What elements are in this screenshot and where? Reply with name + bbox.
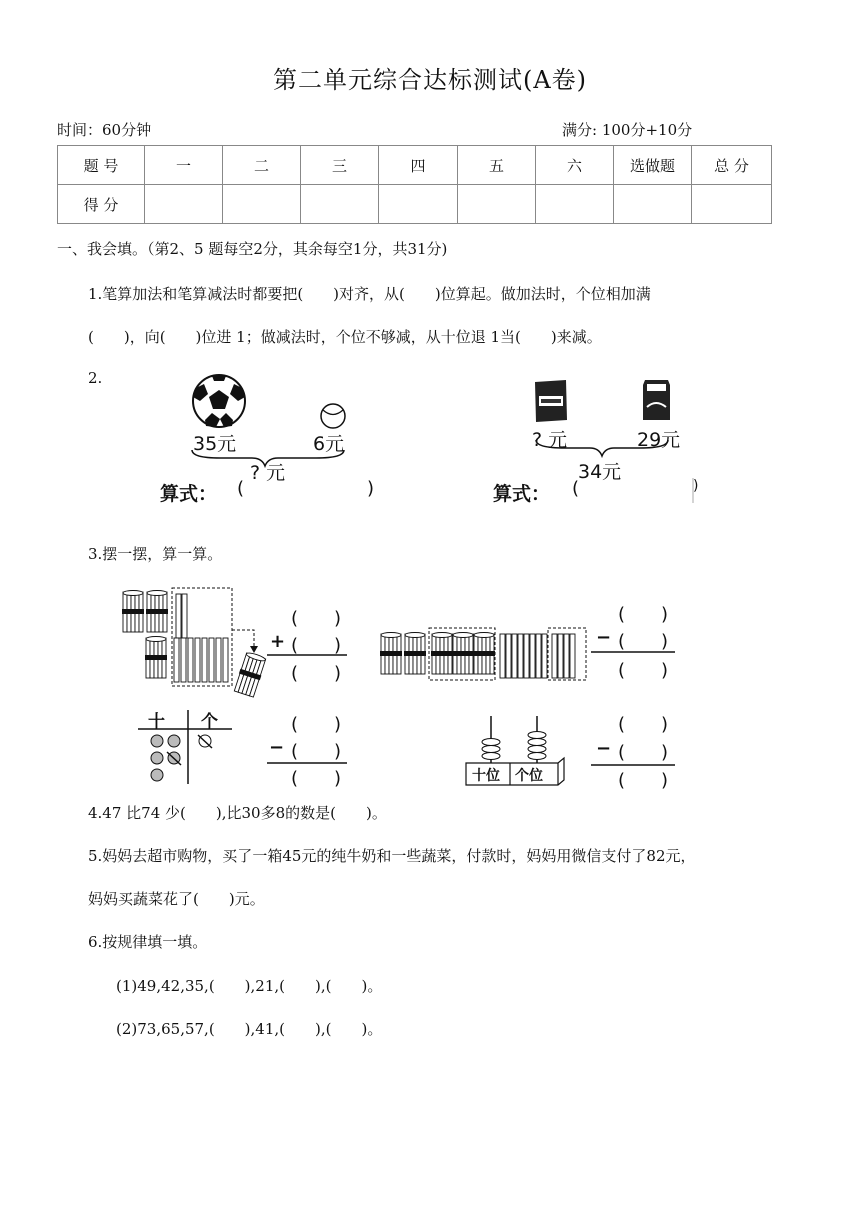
formula-close-right: ) <box>693 478 699 494</box>
header-cell: 一 <box>145 146 223 185</box>
header-cell: 六 <box>536 146 614 185</box>
formula-label-right: 算式： <box>493 483 551 505</box>
header-cell: 选做题 <box>614 146 692 185</box>
place-ones-label: 个 <box>201 712 218 732</box>
blank[interactable]: ( ) <box>291 714 342 735</box>
formula-close-left: ) <box>367 478 375 499</box>
blank[interactable]: ( ) <box>291 768 342 789</box>
price-bag: 29元 <box>637 429 681 451</box>
total-right: 34元 <box>578 461 622 483</box>
question-6: 6.按规律填一填。 <box>88 933 208 951</box>
blank[interactable]: ( ) <box>618 660 669 681</box>
abacus-tens-label: 十位 <box>472 768 500 784</box>
blank[interactable]: ( ) <box>618 631 669 652</box>
minus-sign: − <box>596 627 612 648</box>
blank[interactable]: ( ) <box>618 604 669 625</box>
question-3: 3.摆一摆，算一算。 <box>88 545 223 563</box>
question-4: 4.47 比74 少( ),比30多8的数是( )。 <box>88 804 387 822</box>
formula-open-right: ( <box>572 478 580 499</box>
price-unknown-bag: ? 元 <box>532 429 568 451</box>
question-5-line-1: 5.妈妈去超市购物，买了一箱45元的纯牛奶和一些蔬菜，付款时，妈妈用微信支付了82元， <box>88 847 696 865</box>
question-1-line-2: ( )，向( )位进 1；做减法时，个位不够减，从十位退 1当( )来减。 <box>88 328 602 346</box>
header-cell: 二 <box>223 146 301 185</box>
blank[interactable]: ( ) <box>291 663 342 684</box>
blank[interactable]: ( ) <box>291 741 342 762</box>
header-cell: 四 <box>379 146 458 185</box>
blank[interactable]: ( ) <box>618 742 669 763</box>
minus-sign: − <box>596 738 612 759</box>
blank[interactable]: ( ) <box>618 770 669 791</box>
header-cell: 总 分 <box>692 146 772 185</box>
full-score: 满分: 100分+10分 <box>562 121 693 139</box>
section-heading: 一、我会填。（第2、5 题每空2分，其余每空1分，共31分) <box>57 240 448 258</box>
blank[interactable]: ( ) <box>291 608 342 629</box>
blank[interactable]: ( ) <box>291 635 342 656</box>
header-cell: 题 号 <box>58 146 145 185</box>
formula-open-left: ( <box>237 478 245 499</box>
question-2-number: 2. <box>88 369 103 387</box>
question-6-part-2: (2)73,65,57,( ),41,( ),( )。 <box>116 1020 383 1038</box>
minus-sign: − <box>269 737 285 758</box>
plus-sign: + <box>270 631 286 652</box>
header-cell: 五 <box>458 146 536 185</box>
place-tens-label: 十 <box>148 712 165 732</box>
question-1-line-1: 1.笔算加法和笔算减法时都要把( )对齐，从( )位算起。做加法时，个位相加满 <box>88 285 651 303</box>
question-5-line-2: 妈妈买蔬菜花了( )元。 <box>88 890 265 908</box>
formula-label-left: 算式： <box>160 483 218 505</box>
price-tennis-ball: 6元 <box>313 433 345 455</box>
blank[interactable]: ( ) <box>618 714 669 735</box>
question-6-part-1: (1)49,42,35,( ),21,( ),( )。 <box>116 977 383 995</box>
price-soccer-ball: 35元 <box>193 433 237 455</box>
header-cell: 三 <box>301 146 379 185</box>
page-title: 第二单元综合达标测试(A卷) <box>272 66 588 94</box>
total-left: ? 元 <box>250 462 286 484</box>
row-label: 得 分 <box>58 185 145 224</box>
time-limit: 时间：60分钟 <box>57 121 152 139</box>
abacus-ones-label: 个位 <box>515 768 543 784</box>
